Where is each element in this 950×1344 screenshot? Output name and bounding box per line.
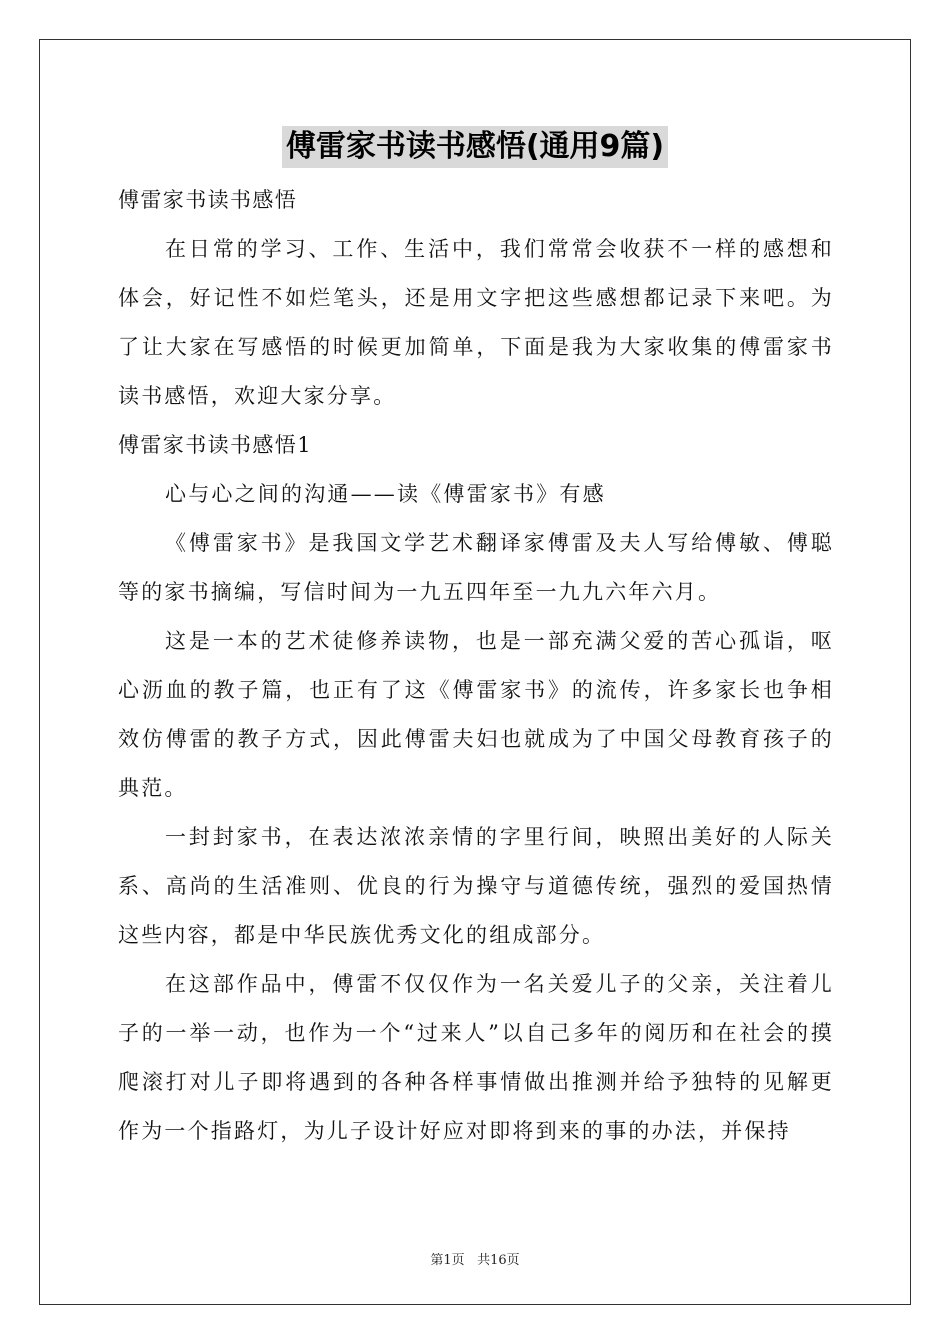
document-title: 傅雷家书读书感悟(通用9篇) <box>282 126 668 168</box>
body-paragraph: 这是一本的艺术徒修养读物，也是一部充满父爱的苦心孤诣，呕心沥血的教子篇，也正有了这《傅雷家书》的流传，许多家长也争相效仿傅雷的教子方式，因此傅雷夫妇也就成为了中国父母教育孩子的典范。 <box>118 629 834 800</box>
section-heading: 傅雷家书读书感悟 <box>118 188 298 212</box>
essay-subtitle: 心与心之间的沟通——读《傅雷家书》有感 <box>165 482 606 506</box>
body-paragraph: 《傅雷家书》是我国文学艺术翻译家傅雷及夫人写给傅敏、傅聪等的家书摘编，写信时间为一九五四年至一九九六年六月。 <box>118 531 834 604</box>
page-footer <box>0 1249 950 1268</box>
page-number: 第1页 <box>430 1253 465 1268</box>
title-container <box>0 126 950 168</box>
section-heading: 傅雷家书读书感悟1 <box>118 433 312 457</box>
document-body <box>118 176 834 1156</box>
body-paragraph: 在这部作品中，傅雷不仅仅作为一名关爱儿子的父亲，关注着儿子的一举一动，也作为一个“过来人”以自己多年的阅历和在社会的摸爬滚打对儿子即将遇到的各种各样事情做出推测并给予独特的见解更作为一个指路灯，为儿子设计好应对即将到来的事的办法，并保持 <box>118 972 834 1143</box>
intro-paragraph: 在日常的学习、工作、生活中，我们常常会收获不一样的感想和体会，好记性不如烂笔头，还是用文字把这些感想都记录下来吧。为了让大家在写感悟的时候更加简单，下面是我为大家收集的傅雷家书读书感悟，欢迎大家分享。 <box>118 237 834 408</box>
page-total: 共16页 <box>477 1253 520 1268</box>
body-paragraph: 一封封家书，在表达浓浓亲情的字里行间，映照出美好的人际关系、高尚的生活准则、优良的行为操守与道德传统，强烈的爱国热情这些内容，都是中华民族优秀文化的组成部分。 <box>118 825 834 947</box>
